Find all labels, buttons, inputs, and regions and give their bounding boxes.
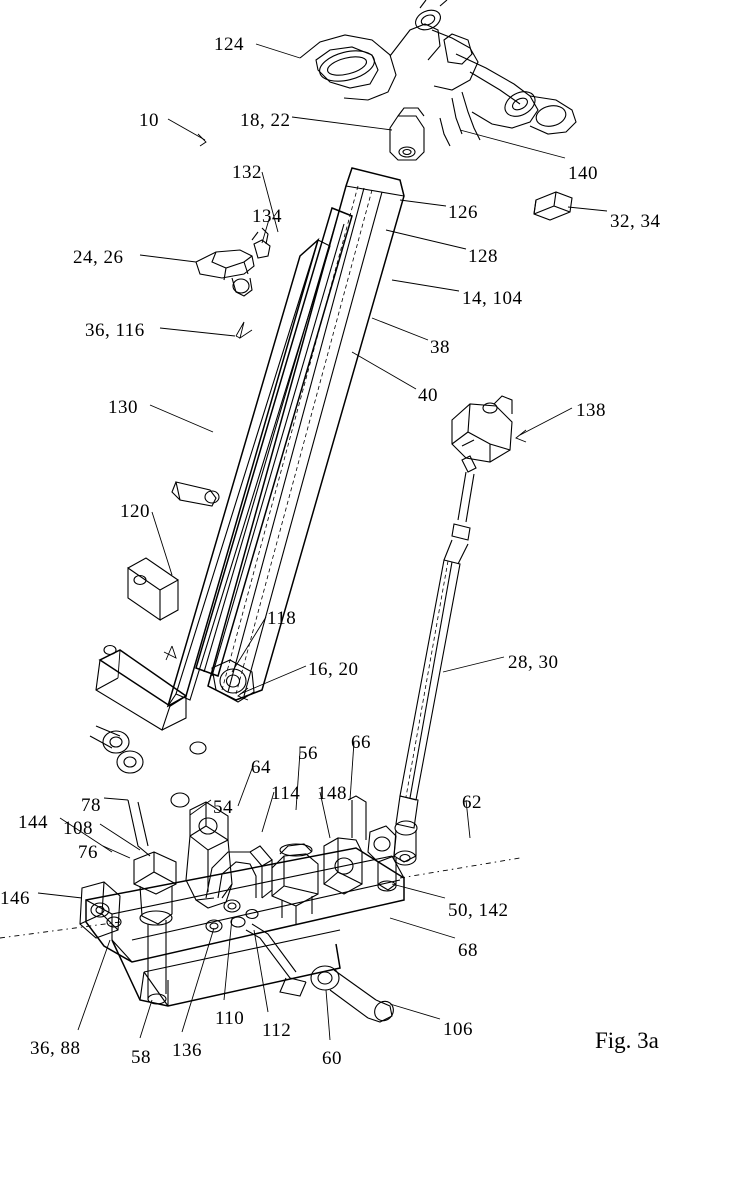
ref-label-126: 126 bbox=[448, 202, 478, 223]
ref-label-36-116: 36, 116 bbox=[85, 320, 145, 341]
ref-label-24-26: 24, 26 bbox=[73, 247, 124, 268]
ref-label-106: 106 bbox=[443, 1019, 473, 1040]
ref-label-56: 56 bbox=[298, 743, 318, 764]
ref-label-62: 62 bbox=[462, 792, 482, 813]
ref-label-40: 40 bbox=[418, 385, 438, 406]
ref-label-32-34: 32, 34 bbox=[610, 211, 661, 232]
ref-label-146: 146 bbox=[0, 888, 30, 909]
ref-label-38: 38 bbox=[430, 337, 450, 358]
ref-label-60: 60 bbox=[322, 1048, 342, 1069]
ref-label-76: 76 bbox=[78, 842, 98, 863]
ref-label-128: 128 bbox=[468, 246, 498, 267]
small-block-part bbox=[534, 192, 572, 220]
base-plate-assembly bbox=[80, 726, 404, 1024]
ref-label-18-22: 18, 22 bbox=[240, 110, 291, 131]
telescopic-column bbox=[96, 168, 404, 730]
top-clamp-assembly bbox=[300, 0, 576, 160]
ref-label-144: 144 bbox=[18, 812, 48, 833]
leader-lines bbox=[38, 44, 607, 1040]
ref-label-148: 148 bbox=[317, 783, 347, 804]
ref-label-130: 130 bbox=[108, 397, 138, 418]
ref-label-136: 136 bbox=[172, 1040, 202, 1061]
ref-label-68: 68 bbox=[458, 940, 478, 961]
ref-label-112: 112 bbox=[262, 1020, 292, 1041]
ref-label-16-20: 16, 20 bbox=[308, 659, 359, 680]
ref-label-28-30: 28, 30 bbox=[508, 652, 559, 673]
ref-label-66: 66 bbox=[351, 732, 371, 753]
ref-label-58: 58 bbox=[131, 1047, 151, 1068]
hook-bracket-24-26 bbox=[196, 228, 270, 296]
gas-spring-assembly bbox=[394, 396, 512, 865]
ref-label-118: 118 bbox=[267, 608, 297, 629]
ref-label-64: 64 bbox=[251, 757, 271, 778]
ref-label-132: 132 bbox=[232, 162, 262, 183]
ref-label-110: 110 bbox=[215, 1008, 245, 1029]
ref-label-54: 54 bbox=[213, 797, 233, 818]
ref-label-124: 124 bbox=[214, 34, 244, 55]
ref-label-14-104: 14, 104 bbox=[462, 288, 523, 309]
ref-label-134: 134 bbox=[252, 206, 282, 227]
ref-label-108: 108 bbox=[63, 818, 93, 839]
ref-label-138: 138 bbox=[576, 400, 606, 421]
figure-caption: Fig. 3a bbox=[595, 1028, 659, 1053]
ref-label-140: 140 bbox=[568, 163, 598, 184]
ref-label-10: 10 bbox=[139, 110, 159, 131]
ref-label-36-88: 36, 88 bbox=[30, 1038, 81, 1059]
ref-label-120: 120 bbox=[120, 501, 150, 522]
ref-label-114: 114 bbox=[271, 783, 301, 804]
ref-label-78: 78 bbox=[81, 795, 101, 816]
ref-label-50-142: 50, 142 bbox=[448, 900, 509, 921]
